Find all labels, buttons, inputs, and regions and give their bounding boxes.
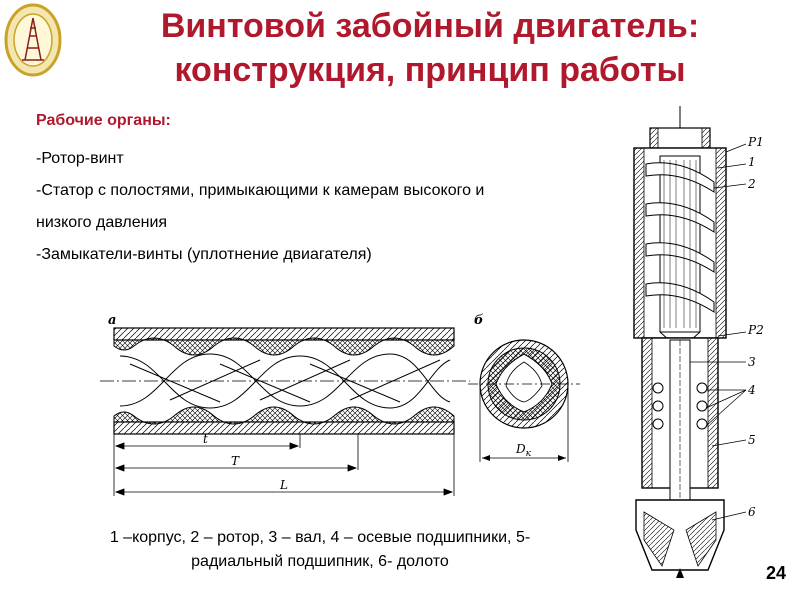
title-line-2: конструкция, принцип работы [174, 51, 686, 89]
svg-text:4: 4 [748, 383, 756, 397]
svg-text:1: 1 [748, 155, 756, 169]
figure-a-longitudinal-section [100, 308, 470, 503]
figure-b-cross-section [468, 308, 588, 468]
svg-text:6: 6 [748, 505, 756, 519]
bullet-item: -Замыкатели-винты (уплотнение двиагателя) [36, 246, 372, 263]
caption-line-1: 1 –корпус, 2 – ротор, 3 – вал, 4 – осевые подшипники, 5- [109, 529, 531, 546]
figure-c-motor-assembly [600, 100, 780, 580]
page-title [70, 4, 790, 92]
svg-text:P1: P1 [748, 135, 764, 149]
svg-text:3: 3 [748, 355, 756, 369]
svg-text:P2: P2 [748, 323, 764, 337]
department-logo [4, 2, 62, 78]
subtitle: Рабочие органы: [36, 112, 171, 129]
bullet-item: низкого давления [36, 214, 168, 231]
dim-dk-label: $D_к$ [516, 442, 531, 459]
title-line-1: Винтовой забойный двигатель: [160, 7, 700, 45]
housing-top [114, 328, 454, 340]
dim-T-label: T [231, 454, 240, 468]
dim-t-label: t [203, 432, 208, 446]
bullet-item: -Ротор-винт [36, 150, 124, 167]
bullet-list [36, 143, 606, 271]
page-number: 24 [765, 563, 786, 583]
caption-line-2: радиальный подшипник, 6- долото [191, 553, 449, 570]
svg-text:5: 5 [748, 433, 756, 447]
figure-caption [40, 526, 600, 574]
dim-L-label: L [280, 478, 288, 492]
fig-b-label: б [474, 313, 484, 328]
fig-a-label: а [108, 313, 117, 328]
bullet-item: -Статор с полостями, примыкающими к камерам высокого и [36, 182, 485, 199]
housing-bottom [114, 422, 454, 434]
svg-text:2: 2 [748, 177, 756, 191]
assembly-labels [747, 135, 764, 519]
